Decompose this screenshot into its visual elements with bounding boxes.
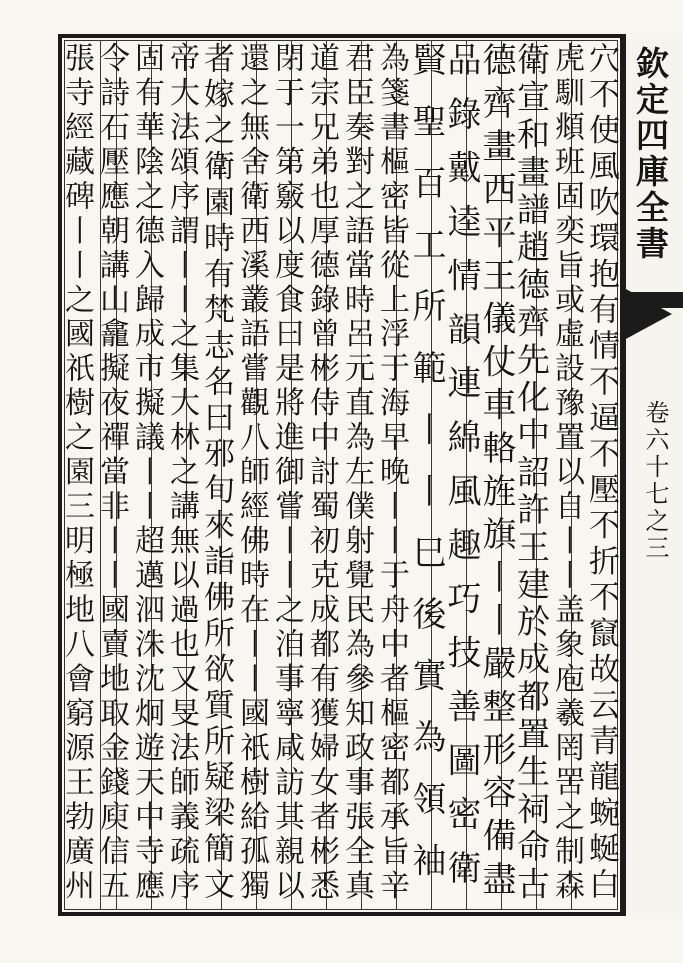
text-column: 為箋書樞密皆從上浮于海早晚丨丨于舟中者樞密都承旨辛 bbox=[374, 42, 409, 904]
text-column: 穴不使風吹環抱有情不逼不壓不折不竄故云青龍蜿蜒白 bbox=[583, 42, 619, 905]
text-column: 品錄戴逵情韻連綿風趣巧技善圖密衛 bbox=[441, 42, 481, 905]
volume-label: 卷六十七之三 bbox=[641, 400, 669, 562]
text-column: 還之無舍衛西溪叢語嘗觀八師經佛時在丨丨國祇樹給孤獨 bbox=[234, 42, 269, 904]
text-column: 者嫁之衛園時有梵志名曰邪旬來詣佛所欲質所疑梁簡文 bbox=[198, 42, 234, 905]
book-title: 欽定四庫全書 bbox=[631, 46, 670, 262]
text-column: 固有華陰之德入歸成市擬議丨丨超邁泗洙沈炯遊天中寺應 bbox=[129, 42, 164, 904]
text-column: 閉于一第竅以度食曰是將進御嘗丨丨之洎事寧咸訪其親以 bbox=[269, 42, 304, 904]
text-column: 令詩石壓應朝講山龕擬夜禪當非丨丨國賣地取金錢庾信五 bbox=[94, 42, 129, 904]
text-column: 君臣奏對之語當時呂元直為左僕射覺民為參知政事張全真 bbox=[339, 42, 374, 904]
text-column: 道宗兄弟也厚德錄曾彬侍中討蜀初克成都有獲婦女者彬悉 bbox=[304, 42, 339, 904]
text-column: 虎馴頫班固奕旨或虛設豫置以自丨丨盖象庖羲罔罟之制森 bbox=[549, 42, 584, 904]
fish-tail-bar bbox=[628, 292, 683, 308]
text-column: 賢聖百工所範丨丨巳後實為領袖 bbox=[406, 42, 446, 904]
text-column: 帝大法頌序謂丨丨之集大林之講無以過也又旻法師義疏序 bbox=[164, 42, 199, 904]
text-column: 張寺經藏碑丨丨之國祇樹之園三明極地八會窮源王勃廣州 bbox=[59, 42, 94, 904]
text-column: 衛宣和畫譜趙德齊先化中詔許王建於成都置生祠命古 bbox=[512, 42, 551, 905]
text-column: 德齊畫西平王儀仗車輅旌旗丨丨嚴整形容備盡 bbox=[476, 42, 516, 904]
